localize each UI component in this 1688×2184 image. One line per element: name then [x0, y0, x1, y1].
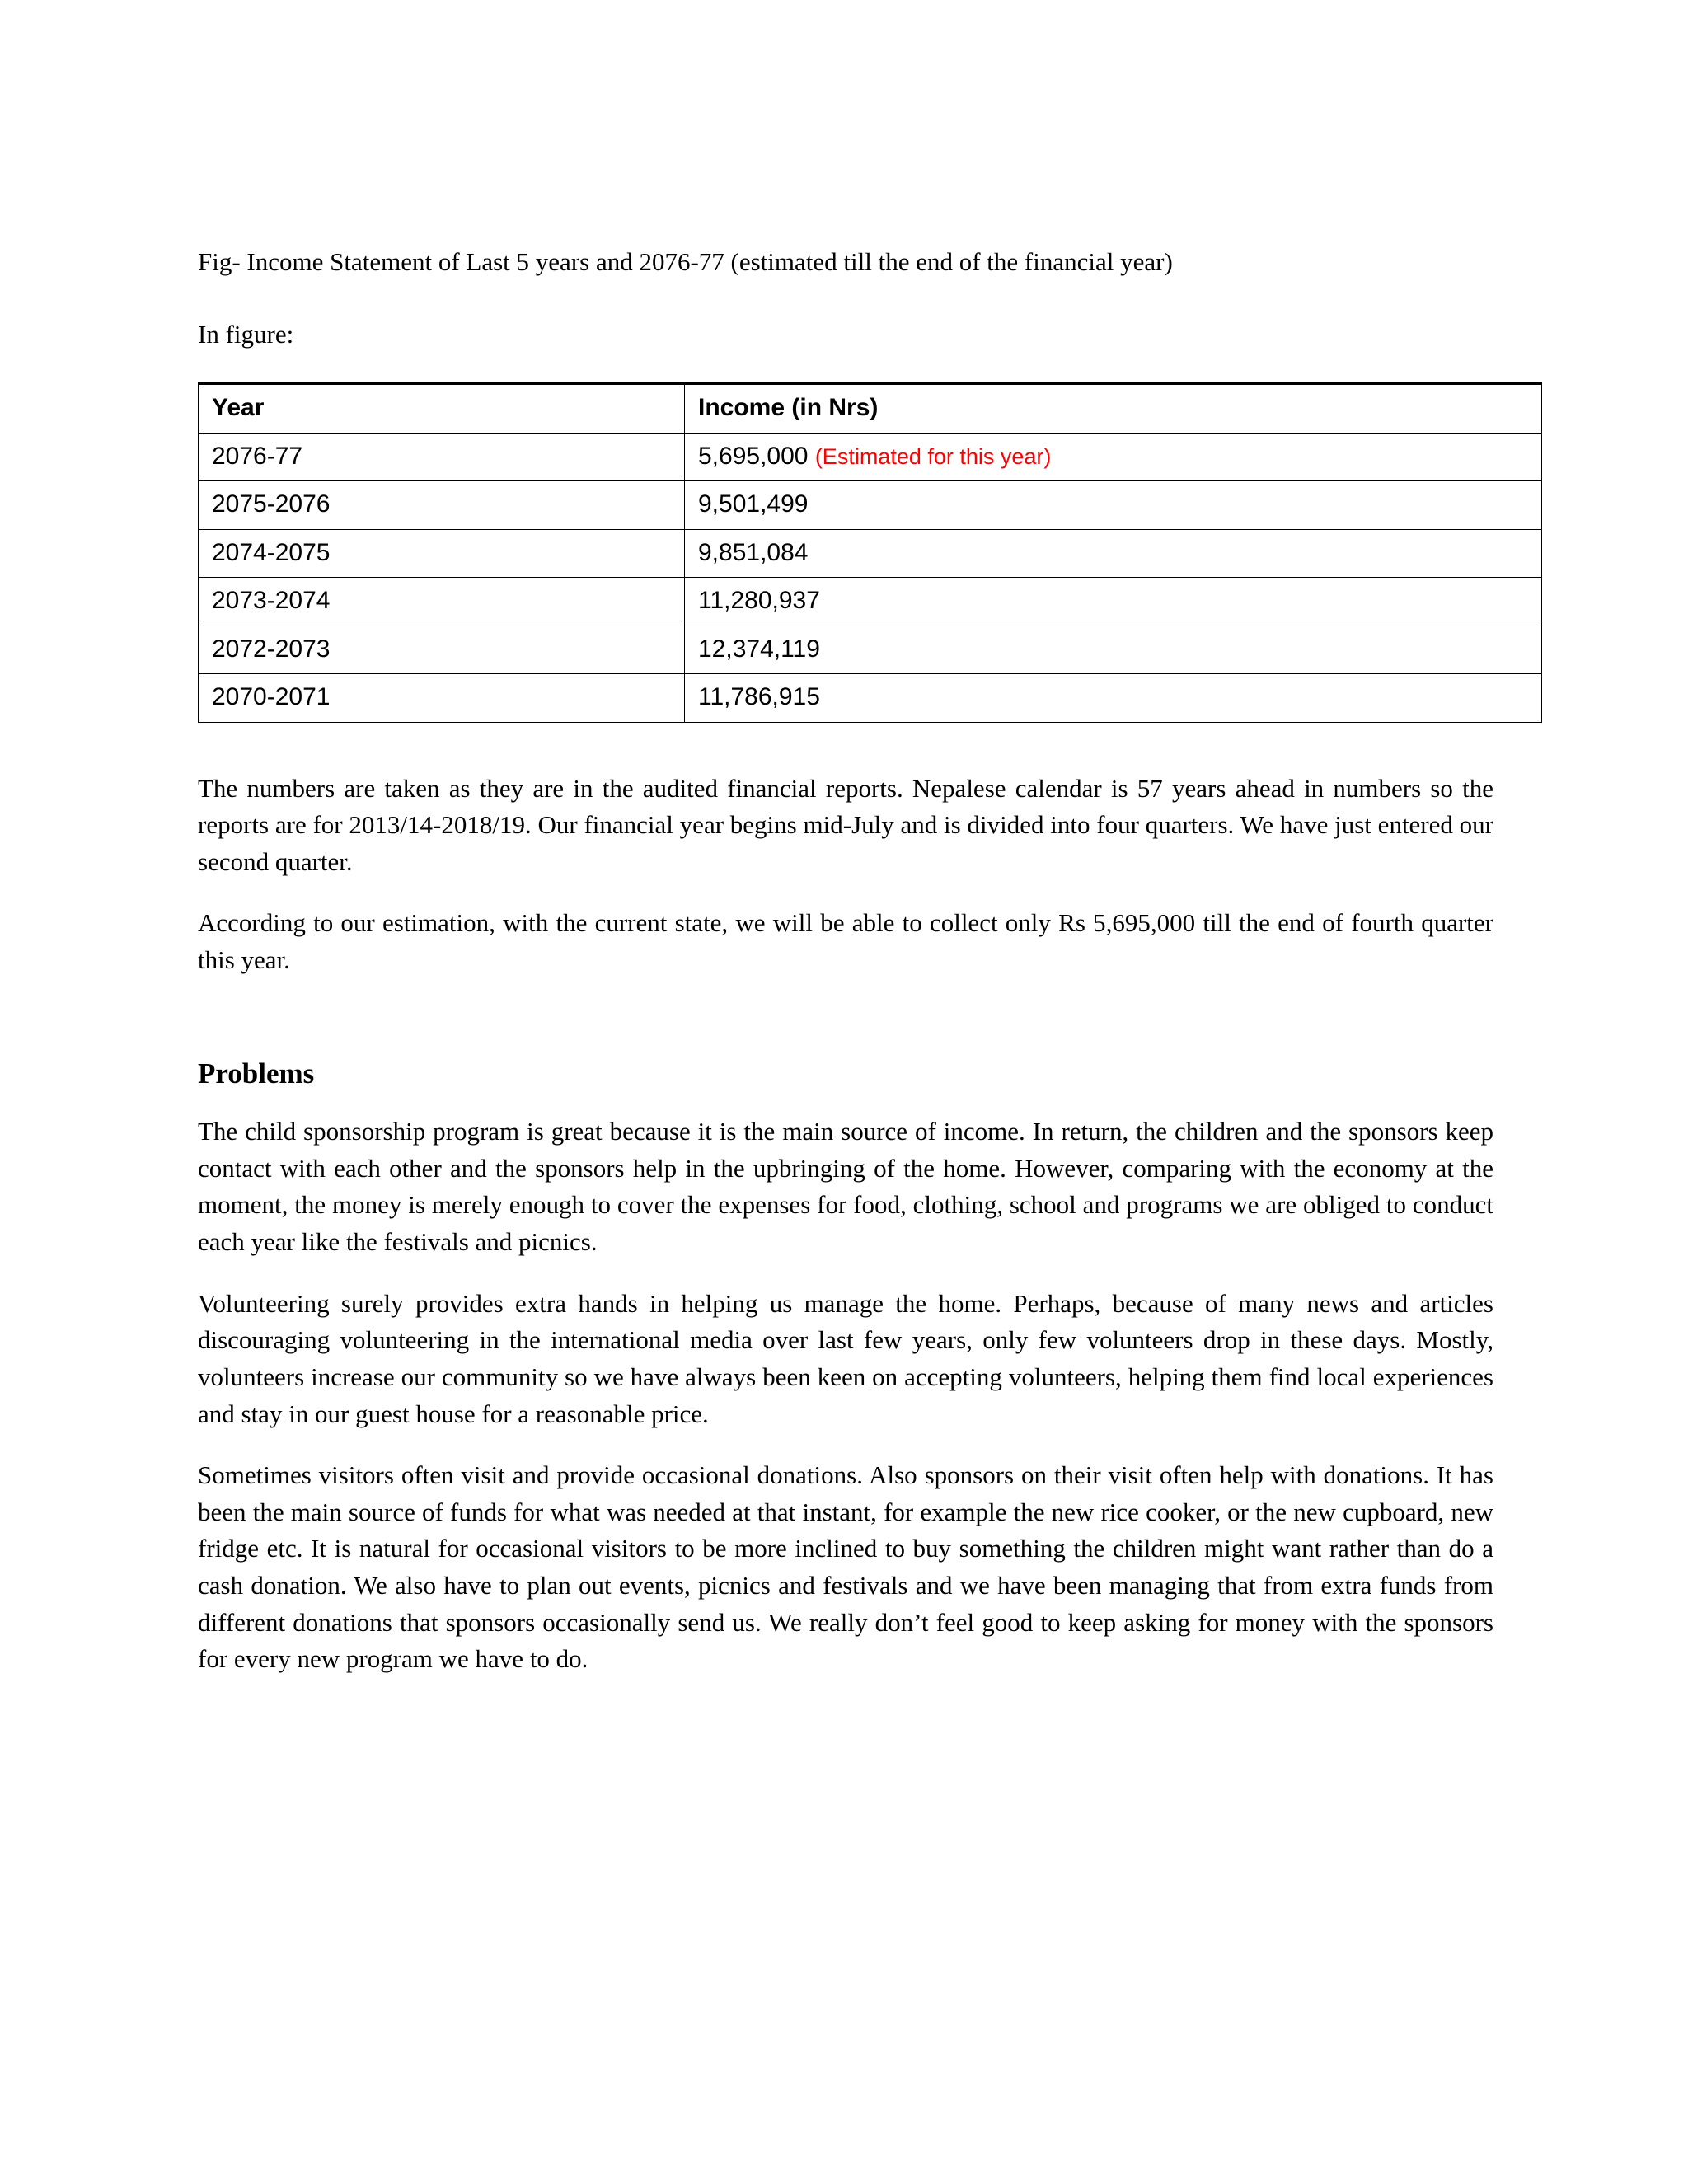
table-row	[199, 481, 1542, 530]
income-statement-table	[198, 382, 1542, 723]
table-header	[199, 384, 1542, 434]
spacer	[198, 979, 1493, 1055]
table-body	[199, 433, 1542, 722]
cell-income: 12,374,119	[685, 626, 1542, 674]
cell-year: 2070-2071	[199, 674, 685, 723]
cell-income	[685, 433, 1542, 481]
spacer	[198, 1261, 1493, 1286]
cell-year: 2076-77	[199, 433, 685, 481]
cell-income: 11,280,937	[685, 578, 1542, 626]
spacer	[198, 723, 1493, 771]
cell-income: 9,501,499	[685, 481, 1542, 530]
table-row	[199, 578, 1542, 626]
table-row	[199, 626, 1542, 674]
estimate-note: (Estimated for this year)	[814, 443, 1052, 469]
table-row	[199, 674, 1542, 723]
spacer	[198, 1432, 1493, 1457]
cell-income: 11,786,915	[685, 674, 1542, 723]
paragraph-child-sponsorship: The child sponsorship program is great because it is the main source of income. In return, the children and the sponsors keep contact with each other and the sponsors help in the upbringing of the home. However, comparing with the economy at the moment, the money is merely enough to cover the expenses for food, clothing, school and programs we are obliged to conduct each year like the festivals and picnics.	[198, 1117, 1493, 1257]
paragraph-volunteering: Volunteering surely provides extra hands in helping us manage the home. Perhaps, because of many news and articles discouraging volunteering in the international media over last few years, only few volunteers drop in these days. Mostly, volunteers increase our community so we have always been keen on accepting volunteers, helping them find local experiences and stay in our guest house for a reasonable price.	[198, 1288, 1493, 1428]
cell-year: 2075-2076	[199, 481, 685, 530]
cell-year: 2072-2073	[199, 626, 685, 674]
column-header-income: Income (in Nrs)	[685, 384, 1542, 434]
cell-income: 9,851,084	[685, 529, 1542, 578]
paragraph-audited-reports: The numbers are taken as they are in the audited financial reports. Nepalese calendar is 57 years ahead in numbers so the reports are for 2013/14-2018/19. Our financial year begins mid-July and is divided into four quarters. We have just entered our second quarter.	[198, 773, 1493, 876]
spacer	[198, 1092, 1493, 1113]
paragraph-visitors-donations: Sometimes visitors often visit and provide occasional donations. Also sponsors on their visit often help with donations. It has been the main source of funds for what was needed at that instant, for example the new rice cooker, or the new cupboard, new fridge etc. It is natural for occasional visitors to be more inclined to buy something the children might want rather than do a cash donation. We also have to plan out events, picnics and festivals and we have been managing that from extra funds from different donations that sponsors occasionally send us. We really don’t feel good to keep asking for money with the sponsors for every new program we have to do.	[198, 1460, 1493, 1674]
figure-caption: Fig- Income Statement of Last 5 years and 2076-77 (estimated till the end of the financial year)	[198, 247, 1173, 276]
section-heading-problems: Problems	[198, 1057, 315, 1090]
table-header-row	[199, 384, 1542, 434]
paragraph-estimation: According to our estimation, with the current state, we will be able to collect only Rs 5,695,000 till the end of fourth quarter this year.	[198, 908, 1493, 975]
column-header-year: Year	[199, 384, 685, 434]
document-content	[198, 244, 1493, 1678]
cell-year: 2073-2074	[199, 578, 685, 626]
cell-year: 2074-2075	[199, 529, 685, 578]
in-figure-label: In figure:	[198, 320, 294, 349]
table-row	[199, 433, 1542, 481]
income-value: 5,695,000	[698, 442, 809, 470]
spacer	[198, 880, 1493, 905]
table-row	[199, 529, 1542, 578]
